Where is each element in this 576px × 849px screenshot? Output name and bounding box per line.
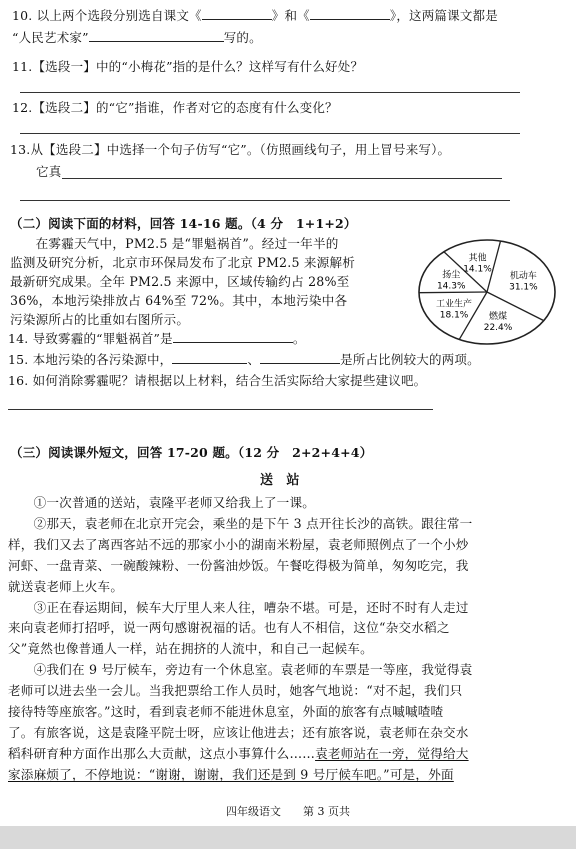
pie-slice-value: 31.1%	[509, 282, 538, 293]
answer-line-16[interactable]	[8, 409, 433, 410]
question-16: 16. 如何消除雾霾呢？请根据以上材料，结合生活实际给大家提些建议吧。	[8, 373, 427, 388]
passage-line: 来向袁老师打招呼，说一两句感谢祝福的话。也有人不相信，这位“杂交水稻之	[8, 620, 450, 636]
q10-blank-3[interactable]	[89, 30, 224, 42]
q15-blank-2[interactable]	[260, 352, 340, 364]
passage-line: 老师可以进去坐一会儿。当我把票给工作人员时，她客气地说：“对不起，我们只	[8, 683, 463, 699]
answer-line-13a[interactable]	[62, 178, 502, 179]
q10-text-b: 》和《	[271, 8, 310, 23]
question-13-start	[36, 164, 61, 180]
answer-line-12[interactable]	[20, 133, 520, 134]
q15-text-a: 15. 本地污染的各污染源中，	[8, 352, 173, 367]
pie-slice-label: 机动车	[509, 271, 537, 282]
section-2-header: （二）阅读下面的材料，回答 14-16 题。（4 分 1+1+2）	[10, 216, 357, 231]
q10-text-e: 写的。	[223, 30, 262, 45]
pie-slice-divider	[419, 292, 487, 293]
passage-title: 送 站	[260, 473, 300, 488]
passage-line: ①一次普通的送站，袁隆平老师又给我上了一课。	[8, 495, 316, 510]
pie-slice-label: 扬尘	[442, 270, 461, 281]
answer-line-13b[interactable]	[20, 200, 510, 201]
underlined-sentence: 袁老师站在一旁，觉得给大	[315, 745, 469, 761]
q15-blank-1[interactable]	[172, 352, 247, 364]
passage-line: ②那天，袁老师在北京开完会，乘坐的是下午 3 点开往长沙的高铁。跟往常一	[8, 515, 473, 531]
passage-line: 家添麻烦了，不停地说：“谢谢，谢谢，我们还是到 9 号厅候车吧。”可是，外面	[8, 766, 454, 782]
passage-line: 河虾、一盘青菜、一碗酸辣粉、一份酱油炒饭。午餐吃得极为简单，匆匆吃完，我	[8, 557, 469, 573]
passage-line: ④我们在 9 号厅候车，旁边有一个休息室。袁老师的车票是一等座，我觉得袁	[8, 662, 473, 678]
q14-text-b: 。	[292, 331, 306, 346]
pie-slice-label: 燃煤	[489, 311, 508, 322]
q10-blank-2[interactable]	[310, 8, 390, 20]
question-10	[12, 8, 498, 24]
pie-slice-value: 22.4%	[483, 322, 513, 333]
q15-text-c: 是所占比例较大的两项。	[340, 352, 480, 367]
section-2-para-3: 最新研究成果。全年 PM2.5 来源中，区域传输约占 28%至	[10, 274, 350, 289]
section-3-header: （三）阅读课外短文，回答 17-20 题。（12 分 2+2+4+4）	[10, 445, 373, 460]
section-2-para-1: 在雾霾天气中，PM2.5 是“罪魁祸首”。经过一年半的	[10, 236, 339, 251]
passage-line: 就送袁老师上火车。	[8, 578, 124, 594]
question-12: 12.【选段二】的“它”指谁，作者对它的态度有什么变化？	[12, 100, 338, 115]
q13-start-text: 它真	[36, 164, 62, 179]
q10-text-c: 》，这两篇课文都是	[389, 8, 498, 23]
q10-text-a: 10. 以上两个选段分别选自课文《	[12, 8, 202, 23]
q10-text-d: “人民艺术家”	[12, 30, 89, 45]
question-10-line2	[12, 30, 262, 46]
pie-slice-label: 工业生产	[436, 299, 473, 310]
q14-text-a: 14. 导致雾霾的“罪魁祸首”是	[8, 331, 173, 346]
passage-line-text: 稻科研育种方面作出那么大贡献，这点小事算什么……	[8, 745, 316, 761]
passage-line: 父”竟然也像普通人一样，站在拥挤的人流中，和自己一起候车。	[8, 641, 373, 657]
pie-slice-value: 14.3%	[436, 281, 466, 292]
q14-blank[interactable]	[173, 331, 293, 343]
pie-slice-label: 其他	[468, 253, 487, 264]
page-footer: 四年级语文 第 3 页共	[226, 805, 350, 818]
passage-line: 样，我们又去了离西客站不远的那家小小的湖南米粉屋，袁老师照例点了一个小炒	[8, 536, 469, 552]
question-14	[8, 331, 306, 347]
pie-slice-value: 18.1%	[439, 310, 469, 321]
section-2-para-5: 污染源所占的比重如右图所示。	[10, 312, 190, 327]
section-2-para-4: 36%，本地污染排放占 64%至 72%。其中，本地污染中各	[10, 293, 348, 308]
passage-line: 接待特等座旅客。”这时，看到袁老师不能进休息室，外面的旅客有点嘁嘁喳喳	[8, 704, 444, 719]
answer-line-11[interactable]	[20, 92, 520, 93]
question-15	[8, 352, 480, 368]
pie-slice-value: 14.1%	[463, 264, 492, 275]
question-13: 13.从【选段二】中选择一个句子仿写“它”。（仿照画线句子，用上冒号来写）。	[10, 142, 451, 157]
passage-line	[8, 746, 469, 762]
section-2-para-2: 监测及研究分析，北京市环保局发布了北京 PM2.5 来源解析	[10, 255, 356, 270]
passage-line: ③正在春运期间，候车大厅里人来人往，嘈杂不堪。可是，还时不时有人走过	[8, 599, 469, 615]
q15-text-b: 、	[247, 352, 261, 367]
pollution-pie-chart	[404, 236, 570, 348]
passage-line: 了。有旅客说，这是袁隆平院士呀，应该让他进去；还有旅客说，袁老师在杂交水	[8, 724, 469, 740]
question-11: 11.【选段一】中的“小梅花”指的是什么？这样写有什么好处？	[12, 59, 364, 74]
q10-blank-1[interactable]	[202, 8, 272, 20]
